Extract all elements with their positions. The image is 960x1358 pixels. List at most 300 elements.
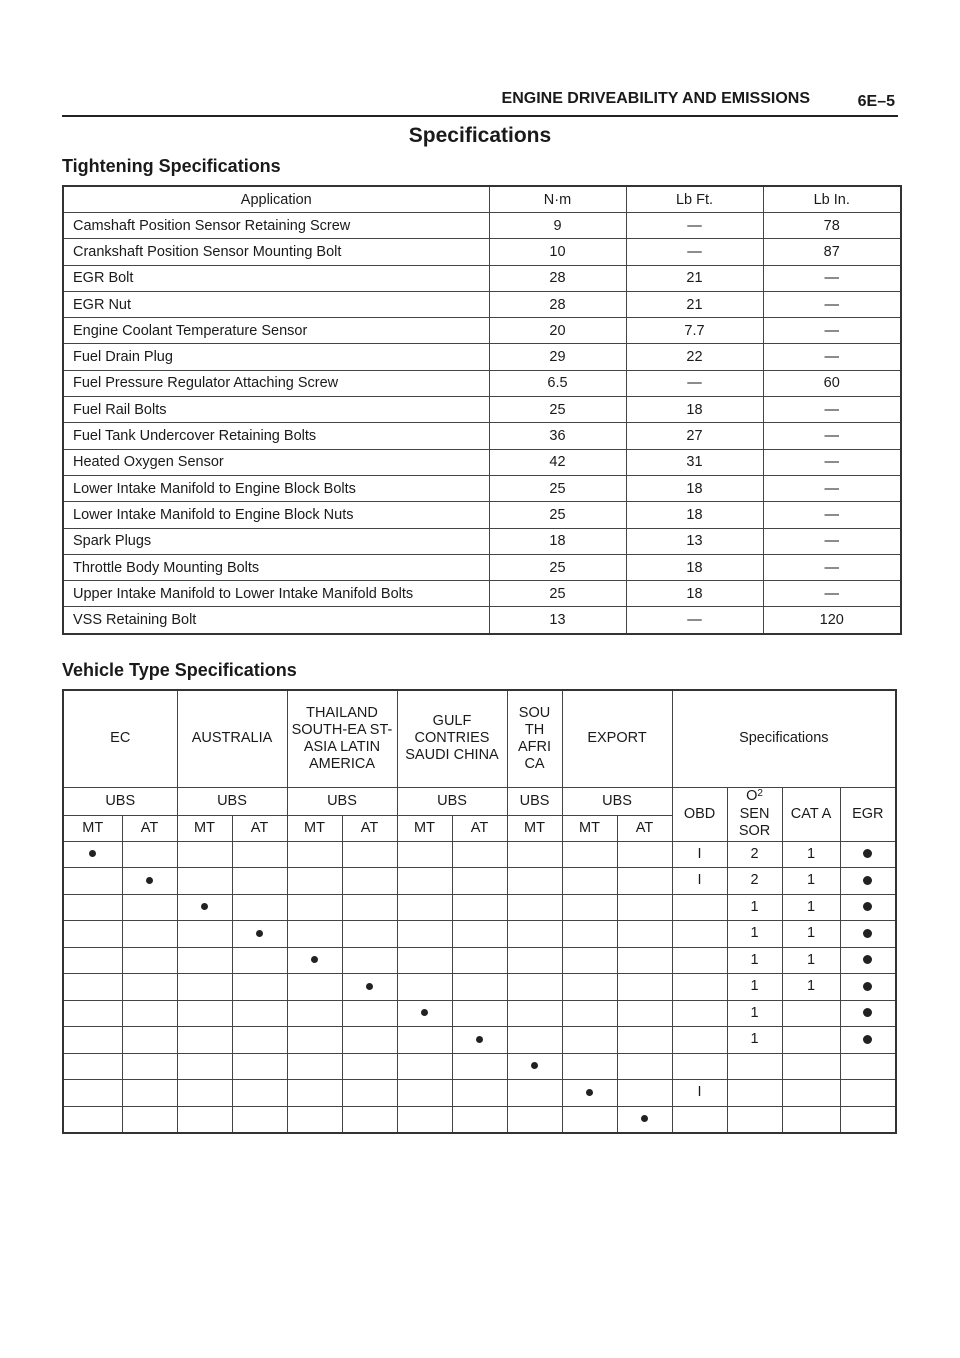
applicable-dot-icon	[256, 930, 263, 937]
egr-cell	[840, 1053, 896, 1080]
egr-dot-icon	[863, 849, 872, 858]
application-cell: Fuel Pressure Regulator Attaching Screw	[63, 370, 489, 396]
value-cell: 10	[489, 239, 626, 265]
transmission-header: AT	[232, 815, 287, 841]
o2-cell: 2	[727, 868, 782, 895]
egr-cell	[840, 1080, 896, 1107]
value-cell: 36	[489, 423, 626, 449]
vehicle-cell	[452, 947, 507, 974]
vehicle-cell	[342, 894, 397, 921]
value-cell: 42	[489, 449, 626, 475]
vehicle-cell	[287, 947, 342, 974]
vehicle-cell	[452, 1027, 507, 1054]
value-cell: 21	[626, 291, 763, 317]
vehicle-cell	[342, 841, 397, 868]
region-header: THAILAND SOUTH-EA ST-ASIA LATIN AMERICA	[287, 690, 397, 787]
applicable-dot-icon	[531, 1062, 538, 1069]
vehicle-cell	[507, 1053, 562, 1080]
vehicle-cell	[177, 974, 232, 1001]
vehicle-cell	[342, 1027, 397, 1054]
vehicle-cell	[177, 841, 232, 868]
cat-cell: 1	[782, 974, 840, 1001]
vehicle-cell	[342, 1106, 397, 1133]
egr-dot-icon	[863, 902, 872, 911]
vehicle-cell	[177, 894, 232, 921]
column-header: N·m	[489, 186, 626, 213]
vehicle-cell	[452, 1080, 507, 1107]
transmission-header: MT	[397, 815, 452, 841]
o2-sensor-header	[727, 787, 782, 841]
egr-cell	[840, 947, 896, 974]
cat-cell	[782, 1106, 840, 1133]
egr-cell	[840, 921, 896, 948]
vehicle-cell	[232, 894, 287, 921]
vehicle-cell	[507, 1027, 562, 1054]
vehicle-cell	[397, 894, 452, 921]
application-cell: Lower Intake Manifold to Engine Block Nuts	[63, 502, 489, 528]
vehicle-row	[63, 841, 896, 868]
value-cell: 60	[763, 370, 901, 396]
application-cell: Fuel Tank Undercover Retaining Bolts	[63, 423, 489, 449]
vehicle-cell	[507, 1106, 562, 1133]
vehicle-cell	[63, 1106, 122, 1133]
cat-cell	[782, 1053, 840, 1080]
vehicle-cell	[617, 1080, 672, 1107]
vehicle-row	[63, 921, 896, 948]
value-cell: —	[763, 265, 901, 291]
table-row	[63, 554, 901, 580]
application-cell: Engine Coolant Temperature Sensor	[63, 318, 489, 344]
o2-cell: 1	[727, 947, 782, 974]
applicable-dot-icon	[641, 1115, 648, 1122]
vehicle-cell	[562, 974, 617, 1001]
application-cell: EGR Nut	[63, 291, 489, 317]
vehicle-cell	[232, 1053, 287, 1080]
header-rule	[62, 115, 898, 117]
vehicle-cell	[507, 1080, 562, 1107]
vehicle-cell	[232, 868, 287, 895]
vehicle-cell	[177, 1053, 232, 1080]
transmission-header: AT	[342, 815, 397, 841]
value-cell: 27	[626, 423, 763, 449]
transmission-header: AT	[617, 815, 672, 841]
transmission-header: MT	[63, 815, 122, 841]
application-cell: Fuel Rail Bolts	[63, 397, 489, 423]
vehicle-cell	[122, 947, 177, 974]
table-row	[63, 213, 901, 239]
value-cell: —	[763, 449, 901, 475]
column-header: Lb In.	[763, 186, 901, 213]
vehicle-row	[63, 1106, 896, 1133]
vehicle-cell	[287, 921, 342, 948]
vehicle-cell	[562, 868, 617, 895]
transmission-header: MT	[287, 815, 342, 841]
vehicle-cell	[287, 1053, 342, 1080]
table-row	[63, 502, 901, 528]
cat-cell: 1	[782, 921, 840, 948]
vehicle-cell	[287, 841, 342, 868]
vehicle-cell	[397, 921, 452, 948]
o2-sensor-text: SEN SOR	[738, 806, 771, 839]
vehicle-cell	[617, 841, 672, 868]
vehicle-row	[63, 868, 896, 895]
value-cell: —	[763, 554, 901, 580]
vehicle-cell	[122, 974, 177, 1001]
egr-cell	[840, 1106, 896, 1133]
vehicle-cell	[397, 1053, 452, 1080]
vehicle-cell	[287, 974, 342, 1001]
vehicle-cell	[177, 947, 232, 974]
applicable-dot-icon	[201, 903, 208, 910]
vehicle-cell	[122, 1053, 177, 1080]
table-row	[63, 344, 901, 370]
value-cell: —	[763, 291, 901, 317]
value-cell: —	[626, 607, 763, 634]
application-cell: Spark Plugs	[63, 528, 489, 554]
value-cell: —	[763, 528, 901, 554]
value-cell: 25	[489, 581, 626, 607]
vehicle-row	[63, 947, 896, 974]
vehicle-cell	[617, 974, 672, 1001]
vehicle-cell	[287, 1027, 342, 1054]
applicable-dot-icon	[311, 956, 318, 963]
value-cell: 21	[626, 265, 763, 291]
value-cell: 78	[763, 213, 901, 239]
vehicle-cell	[507, 921, 562, 948]
table-row	[63, 449, 901, 475]
o2-cell: 1	[727, 921, 782, 948]
application-cell: Heated Oxygen Sensor	[63, 449, 489, 475]
o2-letter: O	[746, 788, 758, 804]
transmission-header: MT	[177, 815, 232, 841]
vehicle-cell	[562, 947, 617, 974]
value-cell: 31	[626, 449, 763, 475]
vehicle-cell	[342, 947, 397, 974]
vehicle-cell	[232, 841, 287, 868]
vehicle-cell	[397, 1106, 452, 1133]
o2-cell: 1	[727, 1000, 782, 1027]
applicable-dot-icon	[476, 1036, 483, 1043]
value-cell: 6.5	[489, 370, 626, 396]
table-row	[63, 239, 901, 265]
obd-cell: I	[672, 1080, 727, 1107]
ubs-header: UBS	[507, 787, 562, 815]
value-cell: 18	[626, 475, 763, 501]
cat-cell: 1	[782, 868, 840, 895]
value-cell: 25	[489, 502, 626, 528]
table-row	[63, 607, 901, 634]
obd-cell	[672, 947, 727, 974]
table-row	[63, 475, 901, 501]
region-header: Specifications	[672, 690, 896, 787]
vehicle-cell	[122, 921, 177, 948]
value-cell: —	[763, 397, 901, 423]
vehicle-cell	[177, 1000, 232, 1027]
egr-dot-icon	[863, 1008, 872, 1017]
table-row	[63, 370, 901, 396]
value-cell: 18	[626, 397, 763, 423]
vehicle-cell	[232, 1000, 287, 1027]
value-cell: —	[763, 581, 901, 607]
vehicle-cell	[232, 974, 287, 1001]
vehicle-cell	[63, 1027, 122, 1054]
value-cell: 120	[763, 607, 901, 634]
vehicle-cell	[342, 868, 397, 895]
vehicle-cell	[617, 868, 672, 895]
value-cell: 87	[763, 239, 901, 265]
o2-cell	[727, 1080, 782, 1107]
vehicle-cell	[507, 894, 562, 921]
table-row	[63, 265, 901, 291]
vehicle-cell	[397, 947, 452, 974]
ubs-header: UBS	[562, 787, 672, 815]
region-header: EC	[63, 690, 177, 787]
obd-cell	[672, 1106, 727, 1133]
vehicle-cell	[562, 894, 617, 921]
vehicle-cell	[507, 841, 562, 868]
obd-cell	[672, 1027, 727, 1054]
application-cell: Upper Intake Manifold to Lower Intake Manifold Bolts	[63, 581, 489, 607]
vehicle-cell	[287, 894, 342, 921]
vehicle-cell	[122, 868, 177, 895]
vehicle-row	[63, 1080, 896, 1107]
cat-cell	[782, 1000, 840, 1027]
value-cell: 25	[489, 554, 626, 580]
egr-dot-icon	[863, 929, 872, 938]
vehicle-cell	[617, 921, 672, 948]
vehicle-cell	[507, 947, 562, 974]
vehicle-cell	[617, 894, 672, 921]
vehicle-cell	[562, 841, 617, 868]
value-cell: 18	[489, 528, 626, 554]
vehicle-row	[63, 974, 896, 1001]
ubs-row	[63, 787, 896, 815]
value-cell: 18	[626, 554, 763, 580]
vehicle-cell	[452, 841, 507, 868]
vehicle-cell	[63, 947, 122, 974]
vehicle-cell	[63, 868, 122, 895]
vehicle-row	[63, 1000, 896, 1027]
applicable-dot-icon	[421, 1009, 428, 1016]
value-cell: 25	[489, 397, 626, 423]
vehicle-cell	[177, 868, 232, 895]
obd-cell	[672, 974, 727, 1001]
vehicle-cell	[452, 868, 507, 895]
vehicle-cell	[122, 1000, 177, 1027]
page-number: 6E–5	[857, 93, 895, 110]
applicable-dot-icon	[89, 850, 96, 857]
value-cell: 18	[626, 581, 763, 607]
table-row	[63, 423, 901, 449]
egr-cell	[840, 974, 896, 1001]
application-cell: Throttle Body Mounting Bolts	[63, 554, 489, 580]
value-cell: —	[626, 239, 763, 265]
egr-cell	[840, 841, 896, 868]
vehicle-cell	[63, 1080, 122, 1107]
vehicle-cell	[397, 974, 452, 1001]
table-row	[63, 291, 901, 317]
vehicle-cell	[232, 947, 287, 974]
transmission-header: AT	[122, 815, 177, 841]
egr-cell	[840, 1027, 896, 1054]
transmission-header: MT	[562, 815, 617, 841]
vehicle-cell	[287, 1080, 342, 1107]
vehicle-cell	[342, 921, 397, 948]
vehicle-cell	[63, 1000, 122, 1027]
table-row	[63, 528, 901, 554]
vehicle-cell	[452, 974, 507, 1001]
egr-header: EGR	[840, 787, 896, 841]
cat-header: CAT A	[782, 787, 840, 841]
vehicle-cell	[122, 1106, 177, 1133]
o2-cell: 1	[727, 894, 782, 921]
ubs-header: UBS	[177, 787, 287, 815]
vehicle-cell	[122, 841, 177, 868]
vehicle-cell	[287, 1000, 342, 1027]
vehicle-cell	[617, 1000, 672, 1027]
application-cell: Lower Intake Manifold to Engine Block Bolts	[63, 475, 489, 501]
vehicle-cell	[562, 1000, 617, 1027]
applicable-dot-icon	[586, 1089, 593, 1096]
obd-cell	[672, 894, 727, 921]
ubs-header: UBS	[63, 787, 177, 815]
o2-cell	[727, 1106, 782, 1133]
value-cell: 28	[489, 265, 626, 291]
tightening-section-title: Tightening Specifications	[62, 156, 281, 176]
transmission-header: MT	[507, 815, 562, 841]
vehicle-cell	[232, 921, 287, 948]
vehicle-cell	[342, 1080, 397, 1107]
vehicle-row	[63, 1053, 896, 1080]
vehicle-cell	[63, 921, 122, 948]
vehicle-cell	[342, 1000, 397, 1027]
vehicle-cell	[562, 1080, 617, 1107]
vehicle-section-title: Vehicle Type Specifications	[62, 660, 297, 680]
column-header: Application	[63, 186, 489, 213]
vehicle-cell	[342, 1053, 397, 1080]
egr-cell	[840, 1000, 896, 1027]
vehicle-cell	[562, 1027, 617, 1054]
value-cell: 22	[626, 344, 763, 370]
vehicle-cell	[507, 974, 562, 1001]
vehicle-cell	[507, 1000, 562, 1027]
vehicle-cell	[177, 1080, 232, 1107]
o2-subscript: 2	[757, 788, 763, 799]
table-row	[63, 581, 901, 607]
o2-cell: 1	[727, 974, 782, 1001]
egr-dot-icon	[863, 955, 872, 964]
value-cell: —	[763, 475, 901, 501]
region-header: AUSTRALIA	[177, 690, 287, 787]
vehicle-cell	[232, 1106, 287, 1133]
vehicle-cell	[63, 841, 122, 868]
vehicle-cell	[617, 1106, 672, 1133]
egr-dot-icon	[863, 876, 872, 885]
obd-cell	[672, 1000, 727, 1027]
page-title: Specifications	[408, 124, 552, 147]
value-cell: —	[763, 344, 901, 370]
obd-cell: I	[672, 868, 727, 895]
tightening-specifications-table	[62, 185, 902, 635]
vehicle-cell	[452, 921, 507, 948]
application-cell: Crankshaft Position Sensor Mounting Bolt	[63, 239, 489, 265]
value-cell: 25	[489, 475, 626, 501]
vehicle-cell	[397, 841, 452, 868]
vehicle-cell	[617, 947, 672, 974]
vehicle-cell	[397, 1027, 452, 1054]
egr-cell	[840, 894, 896, 921]
vehicle-cell	[63, 894, 122, 921]
vehicle-cell	[617, 1027, 672, 1054]
region-header-row	[63, 690, 896, 787]
value-cell: —	[763, 423, 901, 449]
value-cell: 9	[489, 213, 626, 239]
vehicle-cell	[63, 974, 122, 1001]
table-row	[63, 397, 901, 423]
vehicle-cell	[562, 1053, 617, 1080]
vehicle-cell	[397, 1080, 452, 1107]
obd-header: OBD	[672, 787, 727, 841]
value-cell: 18	[626, 502, 763, 528]
obd-cell: I	[672, 841, 727, 868]
vehicle-cell	[287, 868, 342, 895]
vehicle-cell	[507, 868, 562, 895]
region-header: SOU TH AFRI CA	[507, 690, 562, 787]
value-cell: 29	[489, 344, 626, 370]
application-cell: VSS Retaining Bolt	[63, 607, 489, 634]
ubs-header: UBS	[287, 787, 397, 815]
value-cell: —	[763, 318, 901, 344]
vehicle-cell	[452, 1106, 507, 1133]
value-cell: —	[626, 213, 763, 239]
applicable-dot-icon	[146, 877, 153, 884]
vehicle-cell	[232, 1027, 287, 1054]
cat-cell	[782, 1080, 840, 1107]
vehicle-cell	[63, 1053, 122, 1080]
value-cell: 7.7	[626, 318, 763, 344]
vehicle-cell	[122, 894, 177, 921]
vehicle-row	[63, 1027, 896, 1054]
egr-dot-icon	[863, 982, 872, 991]
vehicle-cell	[177, 921, 232, 948]
o2-cell: 1	[727, 1027, 782, 1054]
transmission-header: AT	[452, 815, 507, 841]
cat-cell: 1	[782, 841, 840, 868]
vehicle-cell	[122, 1027, 177, 1054]
value-cell: —	[626, 370, 763, 396]
application-cell: Camshaft Position Sensor Retaining Screw	[63, 213, 489, 239]
vehicle-cell	[452, 1000, 507, 1027]
vehicle-cell	[452, 894, 507, 921]
egr-dot-icon	[863, 1035, 872, 1044]
application-cell: EGR Bolt	[63, 265, 489, 291]
vehicle-cell	[452, 1053, 507, 1080]
vehicle-type-specifications-table	[62, 689, 897, 1134]
vehicle-cell	[177, 1106, 232, 1133]
vehicle-cell	[562, 921, 617, 948]
value-cell: —	[763, 502, 901, 528]
value-cell: 13	[489, 607, 626, 634]
application-cell: Fuel Drain Plug	[63, 344, 489, 370]
vehicle-cell	[342, 974, 397, 1001]
value-cell: 28	[489, 291, 626, 317]
value-cell: 13	[626, 528, 763, 554]
column-header: Lb Ft.	[626, 186, 763, 213]
vehicle-cell	[177, 1027, 232, 1054]
egr-cell	[840, 868, 896, 895]
vehicle-cell	[617, 1053, 672, 1080]
region-header: EXPORT	[562, 690, 672, 787]
